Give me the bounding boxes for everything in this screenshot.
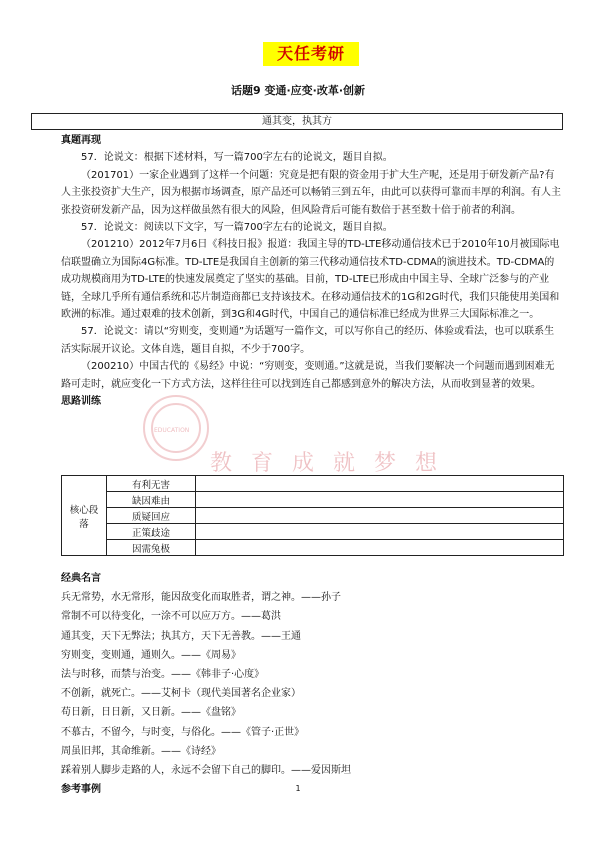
watermark-text: 教 育 成 就 梦 想: [210, 451, 443, 476]
main-content: [61, 132, 561, 411]
training-answer-cell[interactable]: [196, 476, 564, 492]
paragraph: 57．论说文：根据下述材料，写一篇700字左右的论说文，题目自拟。: [81, 152, 393, 164]
quote-item: 常制不可以待变化，一涂不可以应万方。——葛洪: [61, 611, 281, 623]
brand-logo: 天任考研: [263, 42, 359, 66]
training-answer-cell[interactable]: [196, 492, 564, 508]
training-item: 质疑回应: [107, 508, 196, 524]
quote-item: 不创新，就死亡。——艾柯卡（现代美国著名企业家）: [61, 688, 301, 700]
quote-item: 兵无常势，水无常形，能因敌变化而取胜者，谓之神。——孙子: [61, 592, 341, 604]
quotes-section: [61, 569, 561, 799]
quote-item: 法与时移，而禁与治变。——《韩非子·心度》: [61, 669, 265, 681]
quote-item: 穷则变，变则通，通则久。——《周易》: [61, 649, 241, 661]
quote-item: 苟日新，日日新，又日新。——《盘铭》: [61, 707, 241, 719]
training-item: 因需兔极: [107, 540, 196, 556]
section-heading-training: 思路训练: [61, 396, 101, 408]
topic-title: 话题9 变通·应变·改革·创新: [230, 84, 366, 97]
training-row-label: 核心段落: [62, 476, 107, 556]
paragraph: 57．论说文：请以“穷则变，变则通”为话题写一篇作文，可以写你自己的经历、体验或看法，也可以联系生活实际展开议论。文体自选，题目自拟，不少于700字。: [61, 326, 555, 355]
training-answer-cell[interactable]: [196, 540, 564, 556]
paragraph: （200210）中国古代的《易经》中说：“穷则变，变则通。”这就是说，当我们要解决一个问题而遇到困难无路可走时，就应变化一下方式方法，这样往往可以找到连自己都感到意外的解决方法，从而收到显著的效果。: [61, 361, 555, 390]
training-item: 正策歧途: [107, 524, 196, 540]
training-answer-cell[interactable]: [196, 524, 564, 540]
section-heading-real: 真题再现: [61, 135, 101, 146]
quote-item: 通其变，天下无弊法；执其方，天下无善教。——王通: [61, 630, 301, 642]
quote-item: 周虽旧邦，其命维新。——《诗经》: [61, 745, 221, 757]
page-number: 1: [295, 784, 301, 793]
paragraph: （201701）一家企业遇到了这样一个问题：究竟是把有限的资金用于扩大生产呢，还是用于研发新产品?有人主张投资扩大生产，因为根据市场调查，原产品还可以畅销三到五年，由此可以获得可靠而丰厚的利润。有人主张投资研发新产品，因为这样做虽然有很大的风险，但风险背后可能有数倍于甚至数十倍于前者的利润。: [61, 169, 561, 216]
training-item: 缺因难由: [107, 492, 196, 508]
training-item: 有利无害: [107, 476, 196, 492]
quote-item: 不慕古，不留今，与时变，与俗化。——《管子·正世》: [61, 726, 305, 738]
theme-box: 通其变，执其方: [31, 113, 563, 130]
watermark-seal-text: EDUCATION: [154, 427, 190, 434]
section-heading-cases: 参考事例: [61, 784, 101, 796]
paragraph: 57．论说文：阅读以下文字，写一篇700字左右的论说文，题目自拟。: [81, 222, 393, 234]
section-heading-quotes: 经典名言: [61, 573, 101, 584]
paragraph: （201210）2012年7月6日《科技日报》报道：我国主导的TD-LTE移动通信技术已于2010年10月被国际电信联盟确立为国际4G标准。TD-LTE是我国自主创新的第三代移动通信技术TD-CDMA的演进技术。TD-CDMA的成功规模商用为TD-LTE的快速发展奠定了坚实的基础。目前，TD-LTE已形成由中国主导、全球广泛参与的产业链，全球几乎所有通信系统和芯片制造商都已支持该技术。在移动通信技术的1G和2G时代，我们只能使用美国和欧洲的标准。通过艰难的技术创新，到3G和4G时代，中国自己的通信标准已经成为世界三大国际标准之一。: [61, 239, 560, 321]
training-table: [61, 475, 564, 556]
quote-item: 踩着别人脚步走路的人，永远不会留下自己的脚印。——爱因斯坦: [61, 765, 351, 777]
training-answer-cell[interactable]: [196, 508, 564, 524]
